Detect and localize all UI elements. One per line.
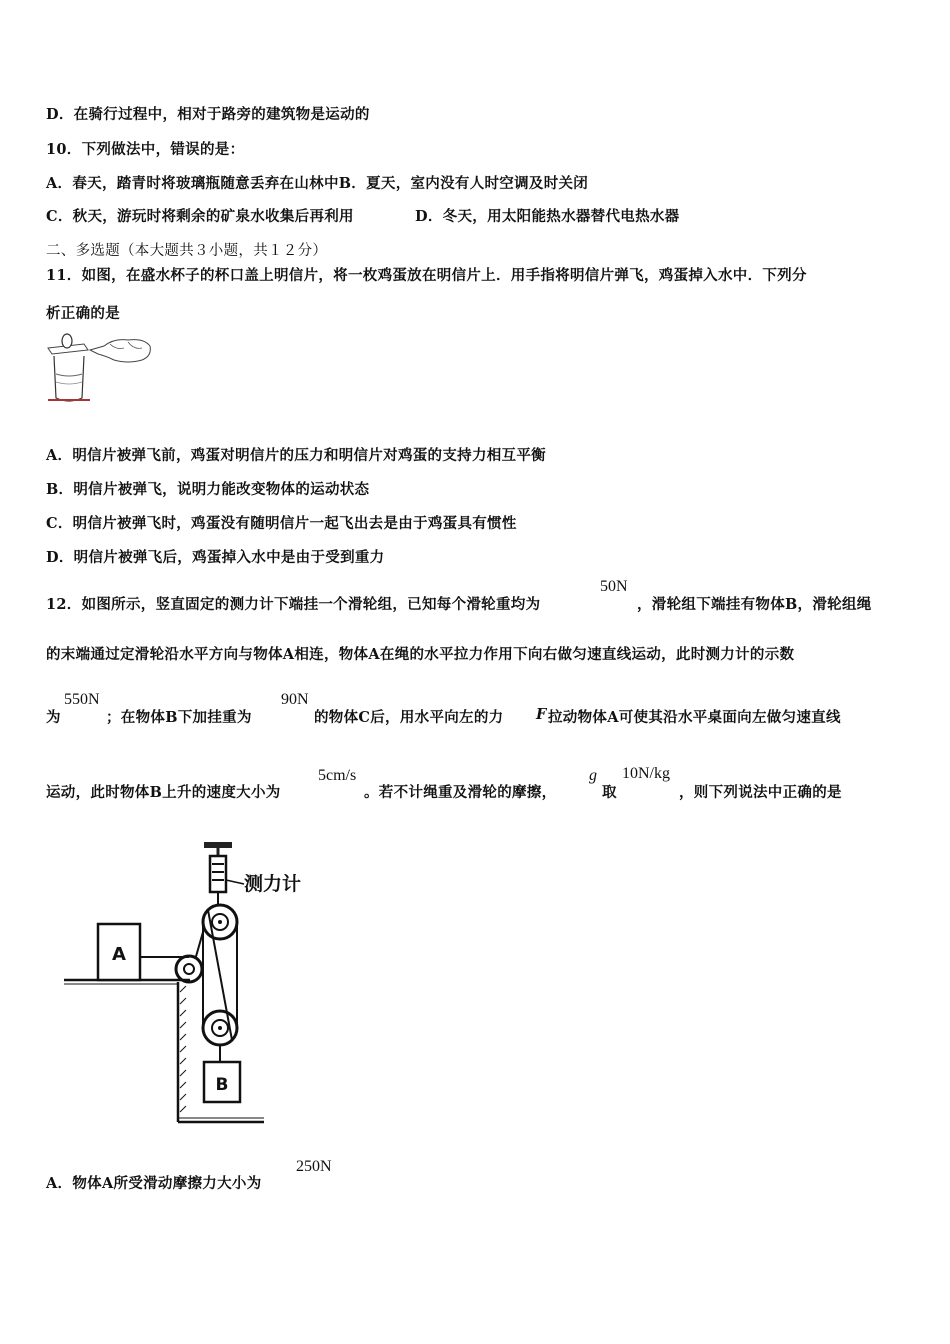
q12-symbol-g: g (589, 767, 597, 784)
q12-line4-text-d: ，则下列说法中正确的是 (679, 784, 842, 801)
q12-option-a: A．物体A所受滑动摩擦力大小为 (46, 1175, 262, 1192)
section-heading: 二、多选题（本大题共３小题，共１２分） (46, 243, 328, 259)
q12-value-5cms: 5cm/s (318, 767, 357, 784)
q12-figure-pulley-system (60, 832, 330, 1128)
q12-line1-text-a: 12．如图所示，竖直固定的测力计下端挂一个滑轮组，已知每个滑轮重均为 (46, 596, 541, 613)
q12-value-550n: 550N (64, 691, 100, 708)
q12-line3-text-b: ；在物体B下加挂重为 (106, 709, 252, 726)
q11-option-b: B．明信片被弹飞，说明力能改变物体的运动状态 (46, 481, 370, 498)
q12-line3-text-d: 拉动物体A可使其沿水平桌面向左做匀速直线 (548, 709, 841, 726)
q12-force-f: F (536, 706, 547, 723)
q12-line1-text-b: ，滑轮组下端挂有物体B，滑轮组绳 (637, 596, 872, 613)
q12-line4-text-c: 取 (602, 784, 617, 801)
q12-value-90n: 90N (281, 691, 309, 708)
q11-option-a: A．明信片被弹飞前，鸡蛋对明信片的压力和明信片对鸡蛋的支持力相互平衡 (46, 447, 546, 464)
q12-value-10nkg: 10N/kg (622, 765, 670, 782)
q9-option-d: D．在骑行过程中，相对于路旁的建筑物是运动的 (46, 106, 370, 123)
q10-options-ab: A．春天，踏青时将玻璃瓶随意丢弃在山林中B．夏天，室内没有人时空调及时关闭 (46, 175, 589, 192)
q11-stem-line2: 析正确的是 (46, 305, 120, 322)
q11-option-d: D．明信片被弹飞后，鸡蛋掉入水中是由于受到重力 (46, 549, 385, 566)
q12-value-50n: 50N (600, 578, 628, 595)
q11-option-c: C．明信片被弹飞时，鸡蛋没有随明信片一起飞出去是由于鸡蛋具有惯性 (46, 515, 517, 532)
q12-line3-text-c: 的物体C后，用水平向左的力 (314, 709, 504, 726)
q12-line2: 的末端通过定滑轮沿水平方向与物体A相连，物体A在绳的水平拉力作用下向右做匀速直线运动，此时测力计的示数 (46, 646, 795, 663)
q10-option-d: D．冬天，用太阳能热水器替代电热水器 (415, 208, 680, 225)
q12-line4-text-b: 。若不计绳重及滑轮的摩擦， (364, 784, 557, 801)
q12-line4-text-a: 运动，此时物体B上升的速度大小为 (46, 784, 281, 801)
block-b-label: B (215, 1075, 229, 1095)
q11-stem-line1: 11．如图，在盛水杯子的杯口盖上明信片，将一枚鸡蛋放在明信片上．用手指将明信片弹飞，鸡蛋掉入水中．下列分 (46, 267, 807, 284)
q12-value-250n: 250N (296, 1158, 332, 1175)
q11-figure-egg-cup-card (44, 330, 156, 406)
q10-option-c: C．秋天，游玩时将剩余的矿泉水收集后再利用 (46, 208, 354, 225)
q12-line3-text-a: 为 (46, 709, 61, 726)
block-a-label: A (112, 944, 126, 965)
q10-stem: 10．下列做法中，错误的是： (46, 141, 245, 158)
spring-balance-label: 测力计 (244, 873, 302, 895)
